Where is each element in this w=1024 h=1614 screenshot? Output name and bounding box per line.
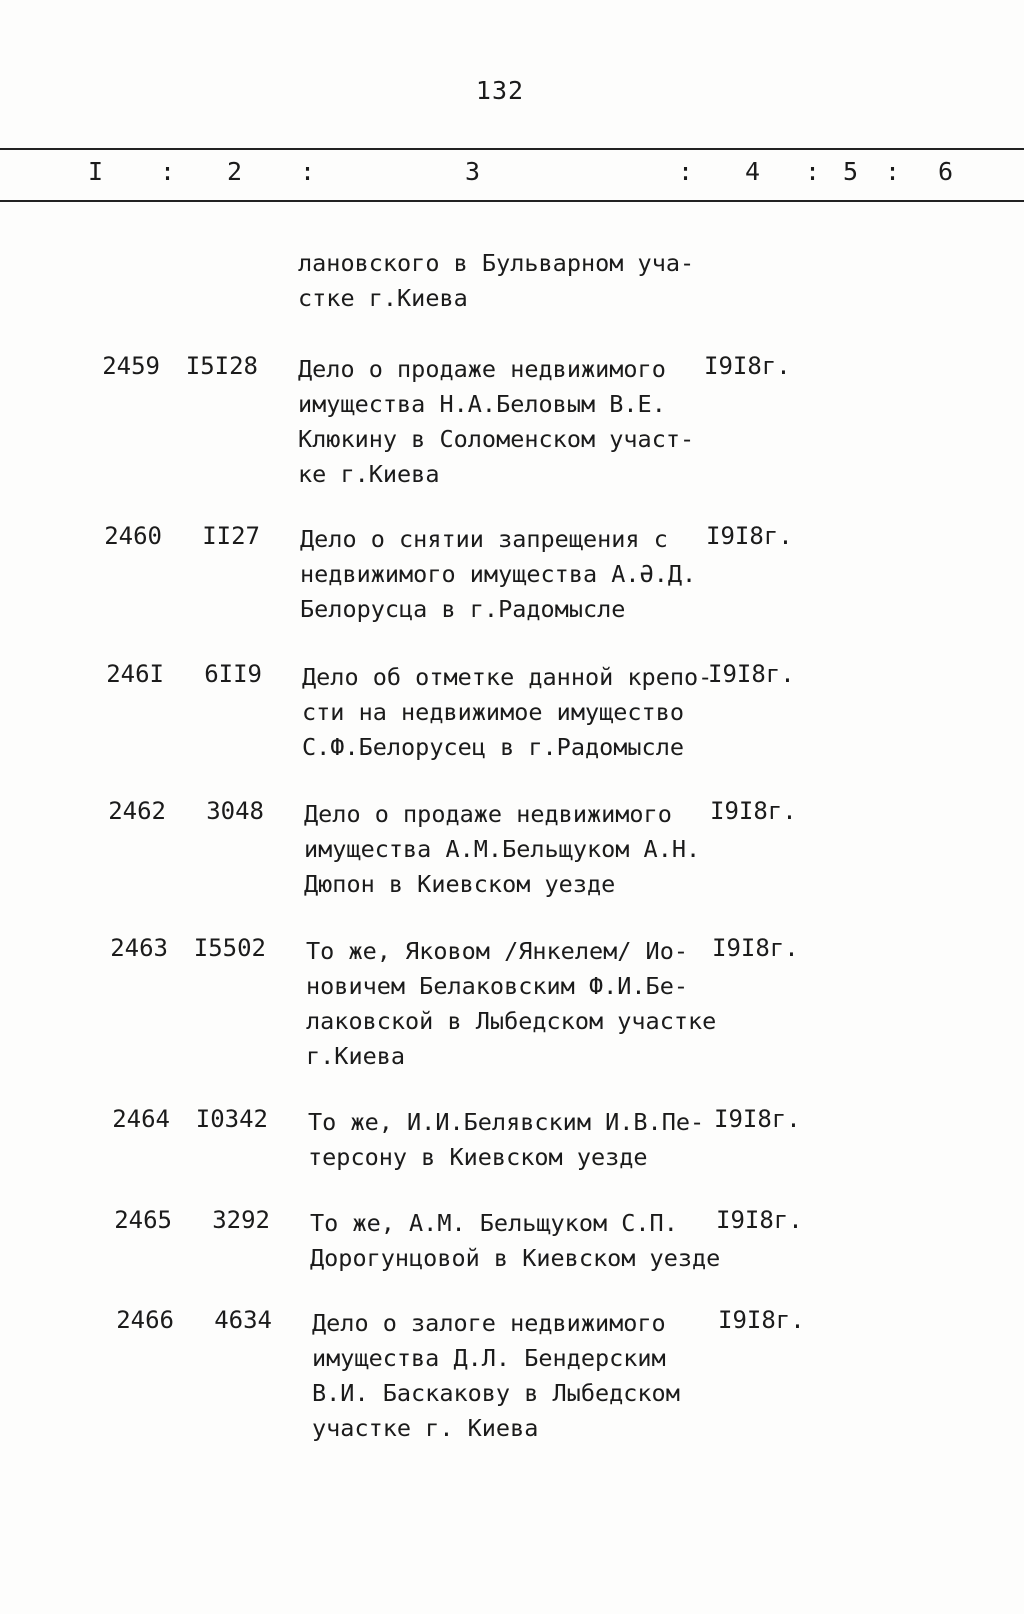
entry-number: 2462 bbox=[108, 797, 166, 825]
entry-number: 2466 bbox=[116, 1306, 174, 1334]
description-line: Белорусца в г.Радомысле bbox=[300, 595, 626, 623]
entry-description bbox=[312, 1306, 732, 1446]
description-line: То же, Яковом /Янкелем/ Ио- bbox=[306, 937, 689, 965]
description-line: Дело о залоге недвижимого bbox=[312, 1309, 666, 1337]
description-line: г.Киева bbox=[306, 1042, 406, 1070]
description-line: В.И. Баскакову в Лыбедском bbox=[312, 1379, 680, 1407]
entry-description bbox=[308, 1105, 728, 1175]
col-header-5: 5 bbox=[843, 157, 859, 186]
entry-number: 2459 bbox=[102, 352, 160, 380]
description-line: имущества Н.А.Беловым В.Е. bbox=[298, 390, 666, 418]
entry-year: I9I8г. bbox=[718, 1306, 805, 1334]
col-separator: : bbox=[300, 157, 316, 186]
page-number: 132 bbox=[475, 76, 525, 105]
description-line: участке г. Киева bbox=[312, 1414, 539, 1442]
entry-description bbox=[300, 522, 720, 627]
description-line: имущества А.М.Бельщуком А.Н. bbox=[304, 835, 701, 863]
description-line: лаковской в Лыбедском участке bbox=[306, 1007, 717, 1035]
entry-year: I9I8г. bbox=[714, 1105, 801, 1133]
col-separator: : bbox=[678, 157, 694, 186]
col-separator: : bbox=[885, 157, 901, 186]
description-line: Дорогунцовой в Киевском уезде bbox=[310, 1244, 721, 1272]
case-number: I0342 bbox=[195, 1105, 268, 1133]
description-line: Дело о продаже недвижимого bbox=[298, 355, 666, 383]
description-line: С.Ф.Белорусец в г.Радомысле bbox=[302, 733, 685, 761]
entry-description bbox=[302, 660, 722, 765]
case-number: 6II9 bbox=[204, 660, 262, 688]
entry-year: I9I8г. bbox=[706, 522, 793, 550]
header-rule-top bbox=[0, 148, 1024, 150]
case-number: I5502 bbox=[193, 934, 266, 962]
description-line: ке г.Киева bbox=[298, 460, 440, 488]
description-line: недвижимого имущества А.Ә.Д. bbox=[300, 560, 697, 588]
col-header-3: 3 bbox=[465, 157, 481, 186]
description-line: сти на недвижимое имущество bbox=[302, 698, 685, 726]
entry-description bbox=[310, 1206, 730, 1276]
description-line: Клюкину в Соломенском участ- bbox=[298, 425, 695, 453]
col-separator: : bbox=[160, 157, 176, 186]
description-line: стке г.Киева bbox=[298, 284, 468, 312]
description-line: Дело об отметке данной крепо- bbox=[302, 663, 713, 691]
description-line: Дело о снятии запрещения с bbox=[300, 525, 668, 553]
entry-number: 2463 bbox=[110, 934, 168, 962]
entry-number: 2460 bbox=[104, 522, 162, 550]
case-number: 3292 bbox=[212, 1206, 270, 1234]
entry-description bbox=[298, 352, 718, 492]
entry-description bbox=[304, 797, 724, 902]
entry-number: 246I bbox=[106, 660, 164, 688]
description-line: лановского в Бульварном уча- bbox=[298, 249, 695, 277]
description-line: Дело о продаже недвижимого bbox=[304, 800, 672, 828]
header-rule-bottom bbox=[0, 200, 1024, 202]
entry-description bbox=[298, 246, 718, 316]
col-header-2: 2 bbox=[227, 157, 243, 186]
entry-year: I9I8г. bbox=[704, 352, 791, 380]
description-line: Дюпон в Киевском уезде bbox=[304, 870, 616, 898]
description-line: имущества Д.Л. Бендерским bbox=[312, 1344, 666, 1372]
case-number: 3048 bbox=[206, 797, 264, 825]
entry-description bbox=[306, 934, 726, 1074]
case-number: I5I28 bbox=[185, 352, 258, 380]
description-line: терсону в Киевском уезде bbox=[308, 1143, 648, 1171]
description-line: То же, И.И.Белявским И.В.Пе- bbox=[308, 1108, 705, 1136]
entry-year: I9I8г. bbox=[712, 934, 799, 962]
description-line: новичем Белаковским Ф.И.Бе- bbox=[306, 972, 689, 1000]
entry-number: 2464 bbox=[112, 1105, 170, 1133]
entry-year: I9I8г. bbox=[708, 660, 795, 688]
entry-year: I9I8г. bbox=[716, 1206, 803, 1234]
description-line: То же, А.М. Бельщуком С.П. bbox=[310, 1209, 678, 1237]
entry-year: I9I8г. bbox=[710, 797, 797, 825]
col-header-4: 4 bbox=[745, 157, 761, 186]
col-header-6: 6 bbox=[938, 157, 954, 186]
entry-number: 2465 bbox=[114, 1206, 172, 1234]
case-number: 4634 bbox=[214, 1306, 272, 1334]
col-separator: : bbox=[805, 157, 821, 186]
case-number: II27 bbox=[202, 522, 260, 550]
col-header-1: I bbox=[88, 157, 104, 186]
